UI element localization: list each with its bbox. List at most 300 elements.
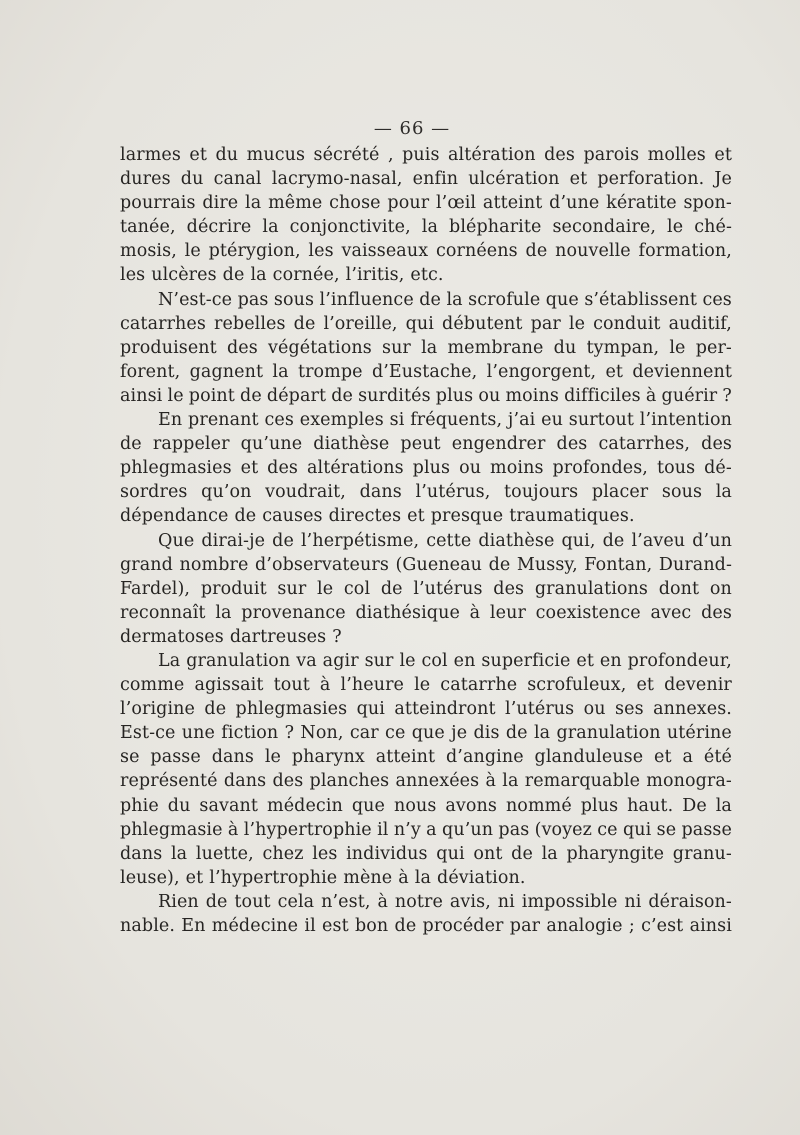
word: notre — [394, 891, 443, 912]
word: granulation — [556, 723, 661, 744]
word: la — [421, 337, 438, 358]
word: qui — [405, 313, 434, 334]
word: c’est — [641, 916, 684, 936]
word: (voyez — [534, 819, 592, 840]
word: dures — [120, 169, 171, 190]
word: passe — [150, 747, 201, 768]
word: larmes — [120, 145, 181, 165]
word: bon — [354, 916, 389, 936]
word: produisent — [120, 337, 217, 358]
text-line — [120, 239, 732, 263]
word: qu’un — [442, 819, 494, 840]
word: ptérygion, — [208, 241, 301, 262]
text-line — [120, 649, 732, 673]
word: tout — [234, 891, 271, 912]
word: profondeur, — [627, 650, 732, 671]
word: de — [525, 241, 548, 262]
word: même — [268, 193, 323, 214]
word: mucus — [246, 145, 306, 165]
word: directes — [328, 506, 402, 527]
word: avec — [650, 602, 692, 623]
word: des — [227, 337, 258, 358]
word: de — [380, 578, 403, 599]
word: annexes. — [653, 699, 732, 720]
word: formation, — [638, 241, 732, 262]
word: le — [399, 650, 416, 671]
word: le — [317, 578, 334, 599]
word: tympan, — [586, 337, 660, 358]
word: tous — [656, 458, 696, 479]
word: La — [158, 650, 181, 671]
word: etc. — [410, 265, 444, 286]
word: le — [414, 675, 431, 696]
word: scrofule — [468, 289, 541, 310]
word: ainsi — [689, 916, 732, 936]
word: dartreuses — [229, 626, 327, 647]
word: de — [394, 916, 417, 936]
word: du — [553, 337, 577, 358]
word: de — [293, 313, 316, 334]
word: mosis, — [120, 241, 177, 262]
word: et — [569, 169, 588, 190]
text-line — [120, 601, 732, 625]
word: presque — [430, 506, 504, 527]
word: cornéens — [435, 241, 518, 262]
word: le — [184, 241, 201, 262]
word: ces — [702, 289, 732, 310]
word: tout — [273, 675, 310, 696]
word: scrofuleux, — [527, 675, 627, 696]
word: haut. — [627, 795, 674, 816]
word: l’herpétisme, — [300, 530, 420, 551]
word: nous — [393, 795, 437, 816]
word: débutent — [442, 313, 523, 334]
word: et — [576, 650, 594, 671]
word: du — [215, 145, 239, 165]
word: traumatiques. — [509, 506, 635, 527]
word: à — [469, 602, 481, 623]
word: départ — [266, 385, 327, 406]
text-line — [120, 842, 732, 866]
word: diathésique — [355, 602, 460, 623]
word: mène — [343, 867, 393, 888]
word: fiction — [221, 723, 279, 744]
text-line — [120, 866, 732, 890]
word: la — [541, 843, 558, 864]
word: déraison- — [648, 891, 732, 912]
word: il — [304, 916, 316, 936]
word: ces — [264, 410, 294, 431]
word: toujours — [504, 482, 579, 503]
body-text — [120, 143, 732, 938]
word: deviennent — [632, 361, 732, 382]
word: ulcération — [468, 169, 560, 190]
text-line — [120, 818, 732, 842]
word: catarrhe — [440, 675, 518, 696]
word: individus — [346, 843, 428, 864]
word: fréquents, — [410, 410, 503, 431]
word: dans — [211, 747, 254, 768]
word: l’utérus — [505, 699, 575, 720]
word: Je — [714, 169, 732, 190]
word: peut — [400, 434, 441, 455]
word: leuse), — [120, 867, 180, 888]
word: d’une — [549, 193, 600, 214]
word: Durand- — [658, 554, 732, 575]
word: phlegmasies — [120, 458, 232, 479]
word: s’établissent — [584, 289, 697, 310]
word: parois — [583, 145, 640, 165]
word: per- — [695, 337, 732, 358]
word: , — [387, 145, 394, 165]
word: superficie — [481, 650, 571, 671]
word: prenant — [188, 410, 259, 431]
word: altérations — [306, 458, 404, 479]
word: moins — [505, 385, 559, 406]
text-line — [120, 794, 732, 818]
word: ni — [624, 891, 642, 912]
word: du — [180, 169, 204, 190]
word: trompe — [297, 361, 363, 382]
word: devenir — [664, 675, 732, 696]
word: le — [667, 217, 684, 238]
word: reconnaît — [120, 602, 206, 623]
word: en — [453, 650, 476, 671]
word: nommé — [505, 795, 572, 816]
word: représenté — [120, 771, 218, 792]
word: ses — [615, 699, 644, 720]
text-line — [120, 215, 732, 239]
word: voudrait, — [265, 482, 346, 503]
word: plus — [580, 795, 619, 816]
word: ? — [332, 626, 342, 647]
word: col — [421, 650, 448, 671]
word: la — [215, 602, 232, 623]
word: ni — [497, 891, 515, 912]
word: l’utérus, — [415, 482, 491, 503]
word: la — [715, 795, 732, 816]
word: par — [509, 916, 541, 936]
text-line — [120, 360, 732, 384]
word: la — [533, 723, 551, 744]
word: difficiles — [564, 385, 641, 406]
word: sur — [364, 650, 394, 671]
word: ont — [473, 843, 503, 864]
word: qu’on — [201, 482, 252, 503]
word: catarrhes, — [598, 434, 691, 455]
word: de — [204, 699, 227, 720]
word: de — [205, 891, 228, 912]
word: gagnent — [189, 361, 264, 382]
text-line — [120, 769, 732, 793]
word: de — [602, 530, 625, 551]
word: a — [426, 819, 437, 840]
word: j’ai — [507, 410, 536, 431]
word: ce — [597, 819, 618, 840]
word: rappeler — [152, 434, 230, 455]
word: dans — [359, 482, 402, 503]
word: placer — [591, 482, 649, 503]
word: le — [568, 313, 586, 334]
word: grand — [120, 554, 173, 575]
word: exemples — [299, 410, 384, 431]
word: dont — [658, 578, 700, 599]
text-line — [120, 745, 732, 769]
word: et — [185, 867, 204, 888]
word: que — [411, 723, 445, 744]
word: Est-ce — [120, 723, 176, 744]
word: dépendance — [120, 506, 229, 527]
text-line — [120, 504, 732, 528]
word: végétations — [268, 337, 372, 358]
word: qui — [622, 819, 652, 840]
word: utérine — [666, 723, 732, 744]
word: par — [530, 313, 561, 334]
word: des — [701, 602, 732, 623]
word: d’Eustache, — [371, 361, 478, 382]
word: de — [240, 385, 262, 406]
word: nombre — [179, 554, 249, 575]
word: une — [181, 723, 215, 744]
word: il — [377, 819, 389, 840]
word: ainsi — [120, 385, 163, 406]
word: (Gueneau — [395, 554, 483, 575]
word: ? — [284, 723, 295, 744]
word: l’œil — [435, 193, 477, 214]
word: des — [701, 434, 732, 455]
text-line — [120, 143, 732, 167]
word: des — [556, 434, 588, 455]
word: de — [331, 385, 353, 406]
word: diathèse — [313, 434, 390, 455]
word: déviation. — [437, 867, 526, 888]
word: et — [714, 145, 732, 165]
word: pharyngite — [566, 843, 665, 864]
word: n’est, — [321, 891, 371, 912]
word: plus — [412, 458, 451, 479]
word: et — [605, 361, 624, 382]
word: l’oreille, — [323, 313, 398, 334]
word: leur — [489, 602, 526, 623]
word: car — [349, 723, 379, 744]
word: sur — [277, 578, 307, 599]
word: procéder — [422, 916, 504, 936]
word: sous — [273, 289, 315, 310]
word: on — [709, 578, 732, 599]
word: dans — [223, 771, 267, 792]
word: les — [312, 843, 338, 864]
word: dé- — [704, 458, 732, 479]
text-line — [120, 625, 732, 649]
word: de — [488, 554, 511, 575]
word: engendrer — [451, 434, 546, 455]
word: phlegmasies — [235, 699, 348, 720]
word: rebelles — [213, 313, 286, 334]
word: chez — [262, 843, 304, 864]
text-line — [120, 529, 732, 553]
word: sur — [381, 337, 411, 358]
word: des — [272, 771, 304, 792]
word: cette — [426, 530, 472, 551]
word: molles — [647, 145, 706, 165]
word: monogra- — [646, 771, 732, 792]
word: phie — [120, 795, 159, 816]
word: spon- — [683, 193, 732, 214]
text-line — [120, 480, 732, 504]
word: de — [120, 434, 142, 455]
word: ce — [385, 723, 406, 744]
word: l’heure — [340, 675, 405, 696]
word: l’intention — [639, 410, 732, 431]
word: altération — [448, 145, 536, 165]
word: lacrymo-nasal, — [271, 169, 403, 190]
text-line — [120, 890, 732, 914]
text-line — [120, 577, 732, 601]
word: avis, — [449, 891, 491, 912]
text-line — [120, 191, 732, 215]
word: Fardel), — [120, 578, 191, 599]
word: avons — [445, 795, 497, 816]
word: l’iritis, — [345, 265, 405, 286]
word: dirai-je — [201, 530, 266, 551]
word: les — [308, 241, 334, 262]
word: est — [322, 916, 349, 936]
word: médecine — [211, 916, 299, 936]
word: pharynx — [291, 747, 365, 768]
word: sordres — [120, 482, 188, 503]
word: profondes, — [552, 458, 648, 479]
word: phlegmasie — [120, 819, 223, 840]
word: que — [351, 795, 385, 816]
word: remarquable — [524, 771, 641, 792]
word: se — [656, 819, 677, 840]
word: l’influence — [319, 289, 414, 310]
word: l’hypertrophie — [209, 867, 338, 888]
word: ou — [459, 458, 482, 479]
word: plus — [435, 385, 474, 406]
word: la — [250, 265, 267, 286]
text-line — [120, 673, 732, 697]
word: forent, — [120, 361, 181, 382]
word: ché- — [694, 217, 732, 238]
word: qui — [356, 699, 385, 720]
word: canal — [213, 169, 262, 190]
word: la — [414, 867, 432, 888]
word: cela — [277, 891, 315, 912]
word: de — [222, 265, 245, 286]
text-line — [120, 336, 732, 360]
word: ulcères — [151, 265, 217, 286]
word: point — [188, 385, 235, 406]
word: la — [245, 193, 262, 214]
word: Rien — [158, 891, 199, 912]
word: la — [502, 771, 519, 792]
word: d’un — [692, 530, 732, 551]
word: agissait — [194, 675, 264, 696]
word: du — [167, 795, 191, 816]
word: l’origine — [120, 699, 195, 720]
word: des — [544, 145, 575, 165]
word: col — [343, 578, 371, 599]
word: la — [272, 361, 289, 382]
word: moins — [490, 458, 544, 479]
word: nable. — [120, 916, 176, 936]
text-line — [120, 697, 732, 721]
word: impossible — [521, 891, 618, 912]
word: perforation. — [597, 169, 705, 190]
word: conduit — [593, 313, 661, 334]
word: et — [189, 145, 207, 165]
word: l’hypertrophie — [243, 819, 372, 840]
word: annexées — [395, 771, 480, 792]
word: Non, — [300, 723, 344, 744]
word: dermatoses — [120, 626, 224, 647]
word: atteint — [482, 193, 543, 214]
word: granulations — [534, 578, 649, 599]
word: glanduleuse — [534, 747, 644, 768]
word: En — [158, 410, 183, 431]
word: de — [505, 723, 528, 744]
word: produit — [200, 578, 267, 599]
word: se — [120, 747, 140, 768]
word: comme — [120, 675, 185, 696]
word: sous — [661, 482, 703, 503]
word: enfin — [412, 169, 459, 190]
word: En — [181, 916, 206, 936]
text-line — [120, 721, 732, 745]
word: ou — [478, 385, 501, 406]
word: ou — [583, 699, 606, 720]
word: coexistence — [535, 602, 641, 623]
word: n’y — [393, 819, 421, 840]
word: le — [669, 337, 686, 358]
word: de — [511, 843, 533, 864]
word: puis — [402, 145, 440, 165]
word: De — [682, 795, 707, 816]
word: et — [654, 747, 672, 768]
word: planches — [309, 771, 390, 792]
word: atteindront — [394, 699, 496, 720]
word: Fontan, — [584, 554, 653, 575]
word: provenance — [241, 602, 346, 623]
word: secondaire, — [552, 217, 657, 238]
text-line — [120, 456, 732, 480]
word: kératite — [606, 193, 677, 214]
word: décrire — [186, 217, 252, 238]
word: auditif, — [668, 313, 732, 334]
word: l’utérus — [413, 578, 483, 599]
word: Que — [158, 530, 195, 551]
word: N’est-ce — [158, 289, 233, 310]
word: de — [234, 506, 257, 527]
word: des — [267, 458, 299, 479]
word: conjonctivite, — [289, 217, 411, 238]
word: la — [446, 289, 463, 310]
word: d’observateurs — [254, 554, 389, 575]
word: luette, — [195, 843, 254, 864]
word: à — [319, 675, 331, 696]
word: agir — [322, 650, 359, 671]
text-line — [120, 167, 732, 191]
word: qui, — [561, 530, 596, 551]
word: et — [407, 506, 425, 527]
word: pour — [387, 193, 430, 214]
word: les — [120, 265, 146, 286]
word: été — [703, 747, 732, 768]
word: ? — [722, 385, 732, 406]
word: qu’une — [240, 434, 303, 455]
word: le — [167, 385, 184, 406]
